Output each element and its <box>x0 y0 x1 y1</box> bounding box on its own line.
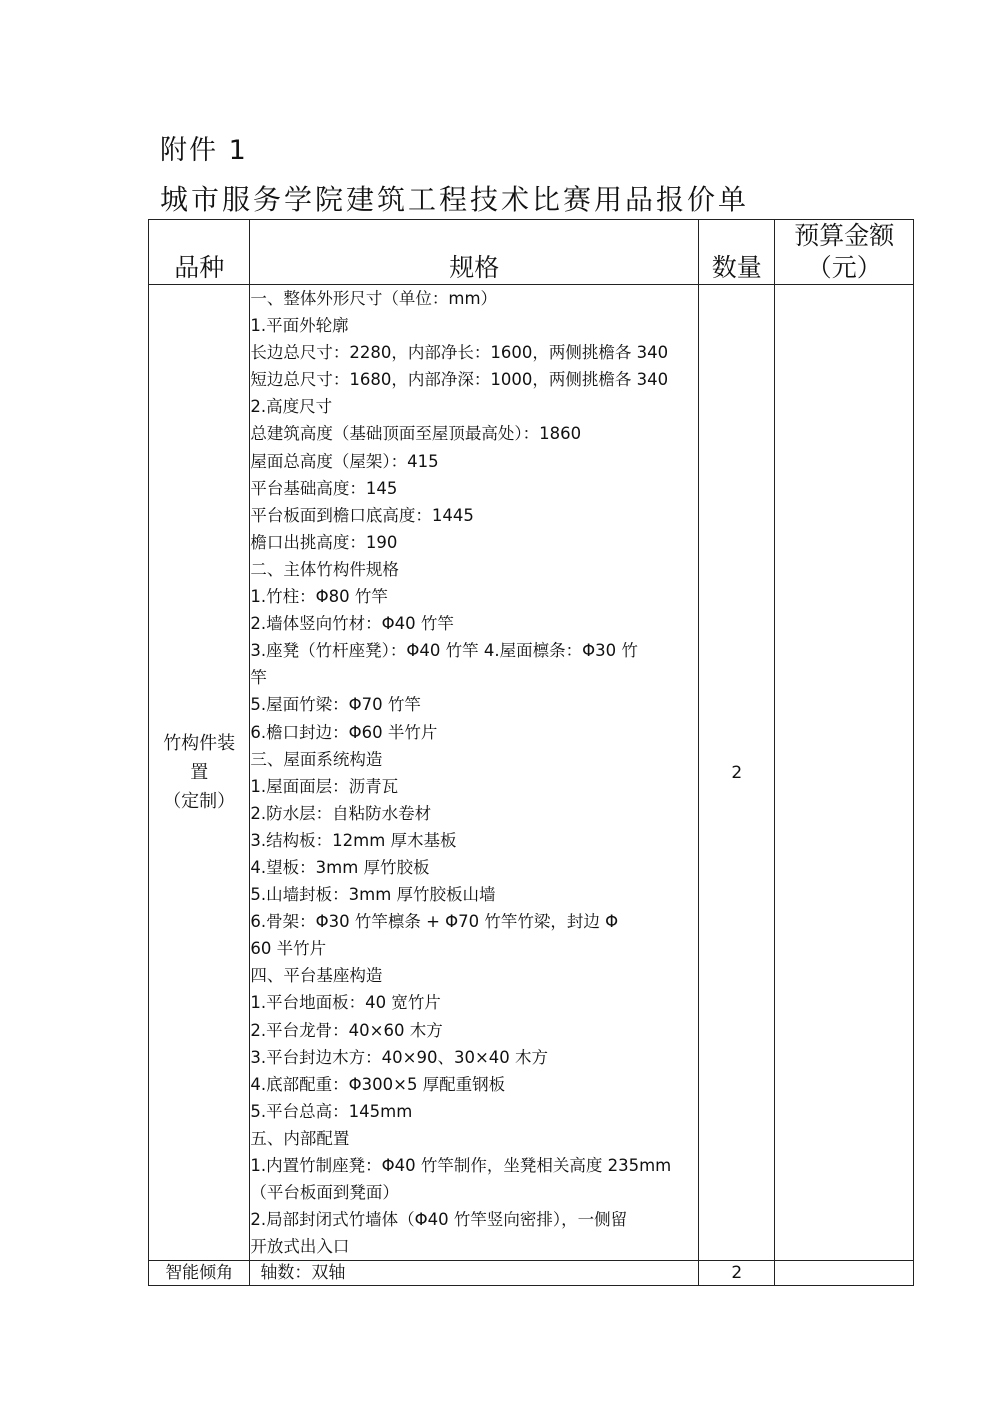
spec-line: 檐口出挑高度：190 <box>250 532 398 552</box>
item-name-cell <box>149 285 250 1261</box>
spec-line: 2.防水层：自粘防水卷材 <box>250 803 432 823</box>
spec-line: 长边总尺寸：2280，内部净长：1600，两侧挑檐各 340 <box>250 343 669 363</box>
spec-line: 1.平台地面板：40 宽竹片 <box>250 993 441 1013</box>
item-name-line: 置 <box>190 762 209 784</box>
spec-line: 60 半竹片 <box>250 939 327 959</box>
price-cell <box>775 285 914 1261</box>
spec-line: 2.墙体竖向竹材：Φ40 竹竿 <box>250 614 454 634</box>
table-header-row <box>149 220 914 285</box>
spec-line: 1.平面外轮廓 <box>250 316 349 336</box>
qty-cell: 2 <box>699 285 775 1261</box>
spec-cell <box>250 285 699 1261</box>
qty-cell: 2 <box>699 1261 775 1286</box>
header-price <box>775 220 914 285</box>
header-price-line1: 预算金额 <box>794 221 895 250</box>
item-name-line: 竹构件装 <box>163 733 236 755</box>
spec-line: 3.结构板：12mm 厚木基板 <box>250 830 457 850</box>
header-item: 品种 <box>149 220 250 285</box>
spec-cell: 轴数：双轴 <box>250 1261 699 1286</box>
spec-line: 4.底部配重：Φ300×5 厚配重钢板 <box>250 1074 506 1094</box>
spec-line: 4.望板：3mm 厚竹胶板 <box>250 857 430 877</box>
spec-line: 2.高度尺寸 <box>250 397 333 417</box>
spec-line: 6.骨架：Φ30 竹竿檩条 + Φ70 竹竿竹梁，封边 Φ <box>250 912 619 932</box>
table-row <box>149 285 914 1261</box>
spec-line: 平台板面到檐口底高度：1445 <box>250 505 474 525</box>
spec-line: 5.山墙封板：3mm 厚竹胶板山墙 <box>250 885 496 905</box>
spec-line: 1.竹柱：Φ80 竹竿 <box>250 587 388 607</box>
header-spec: 规格 <box>250 220 699 285</box>
spec-line: 2.平台龙骨：40×60 木方 <box>250 1020 443 1040</box>
spec-line: 三、屋面系统构造 <box>250 749 383 769</box>
spec-line: 2.局部封闭式竹墙体（Φ40 竹竿竖向密排），一侧留 <box>250 1210 628 1230</box>
spec-line: 3.平台封边木方：40×90、30×40 木方 <box>250 1047 549 1067</box>
spec-line: 总建筑高度（基础顶面至屋顶最高处）：1860 <box>250 424 582 444</box>
spec-line: 屋面总高度（屋架）：415 <box>250 451 439 471</box>
spec-line: 开放式出入口 <box>250 1237 350 1257</box>
attachment-label: 附件 1 <box>160 135 248 166</box>
price-cell <box>775 1261 914 1286</box>
item-name-line: （定制） <box>163 791 236 813</box>
item-name-cell: 智能倾角 <box>149 1261 250 1286</box>
spec-line: 5.屋面竹梁：Φ70 竹竿 <box>250 695 421 715</box>
header-qty: 数量 <box>699 220 775 285</box>
spec-line: 五、内部配置 <box>250 1128 350 1148</box>
spec-line: 3.座凳（竹杆座凳）：Φ40 竹竿 4.屋面檩条：Φ30 竹 <box>250 641 638 661</box>
table-row <box>149 1261 914 1286</box>
spec-line: 竿 <box>250 668 267 688</box>
spec-line: 6.檐口封边：Φ60 半竹片 <box>250 722 438 742</box>
spec-line: 四、平台基座构造 <box>250 966 383 986</box>
spec-line: 短边总尺寸：1680，内部净深：1000，两侧挑檐各 340 <box>250 370 669 390</box>
quotation-table <box>148 219 914 1286</box>
spec-line: 一、整体外形尺寸（单位：mm） <box>250 289 498 308</box>
spec-line: （平台板面到凳面） <box>250 1183 399 1203</box>
spec-line: 5.平台总高：145mm <box>250 1101 413 1121</box>
spec-line: 1.内置竹制座凳：Φ40 竹竿制作，坐凳相关高度 235mm <box>250 1156 672 1175</box>
spec-line: 二、主体竹构件规格 <box>250 559 399 579</box>
spec-line: 平台基础高度：145 <box>250 478 398 498</box>
header-price-line2: （元） <box>806 253 882 282</box>
spec-line: 1.屋面面层：沥青瓦 <box>250 776 399 796</box>
document-title: 城市服务学院建筑工程技术比赛用品报价单 <box>160 183 750 216</box>
